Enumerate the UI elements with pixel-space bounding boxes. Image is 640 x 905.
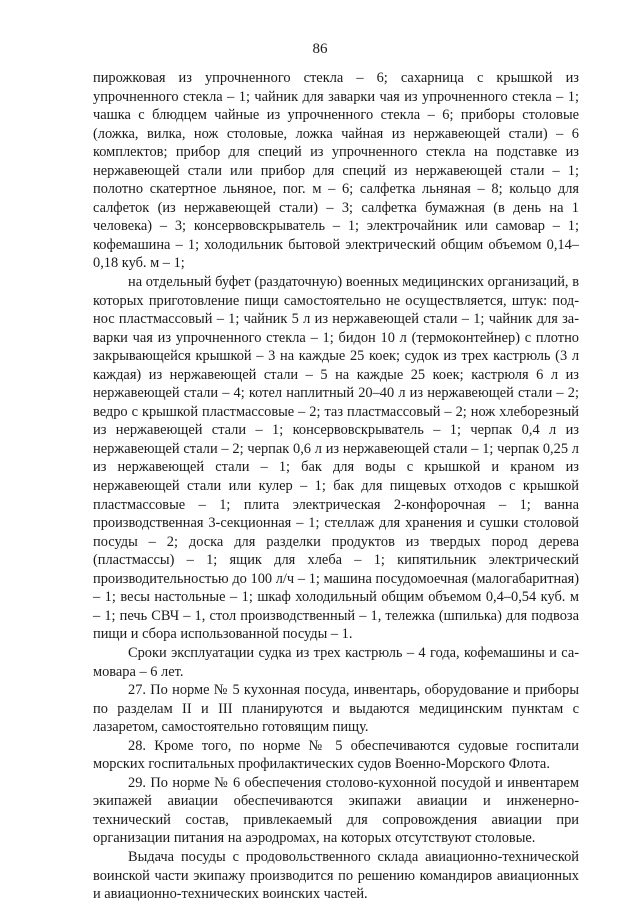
paragraph-tableware-list-continued: пирожковая из упрочненного стекла – 6; сахарница с крышкой из упрочненного стекла – 1; чайник для заварки чая из упрочненного стекла – 1; чашка с блюдцем чайные из упрочненного стекла – 6; приборы столовые (ложка, вилка, нож столовые, ложка чайная из нержавеющей стали) – 6 комплектов; прибор для специй из упрочненного стекла на подставке из нержавеющей стали или прибор для специй из нержавеющей стали – 1; полотно скатертное льняное, пог. м – 6; салфетка льняная – 8; кольцо для салфеток (из нержавеющей стали) – 3; салфетка бумажная (в день на 1 человека) – 3; консервовскрыватель – 1; электрочайник или самовар – 1; кофемашина – 1; холодильник бытовой электрический общим объемом 0,14–0,18 куб. м – 1; [93,70,579,272]
paragraph-service-life: Сроки эксплуатации судка из трех кастрюль – 4 года, кофемашины и самовара – 6 лет. [93,644,579,680]
paragraph-buffet-norm: на отдельный буфет (раздаточную) военных медицинских организаций, в которых приготовление пищи самостоятельно не осуществляется, штук: поднос пластмассовый – 1; чайник 5 л из нержавеющей стали – 1; чайник для заварки чая из упрочненного стекла – 1; бидон 10 л (термоконтейнер) с плотно закрывающейся крышкой – 3 на каждые 25 коек; судок из трех кастрюль (3 л каждая) из нержавеющей стали – 5 на каждые 25 коек; кастрюля 6 л из нержавеющей стали – 4; котел наплитный 20–40 л из нержавеющей стали – 2; ведро с крышкой пластмассовые – 2; таз пластмассовый – 2; нож хлеборезный из нержавеющей стали – 1; консервовскрыватель – 1; черпак 0,4 л из нержавеющей стали – 2; черпак 0,6 л из нержавеющей стали – 1; черпак 0,25 л из нержавеющей стали – 1; бак для воды с крышкой и краном из нержавеющей стали или кулер – 1; бак для пищевых отходов с крышкой пластмассовые – 1; плита электрическая 2-конфорочная – 1; ванна производственная 3-секционная – 1; стеллаж для хранения и сушки столовой посуды – 2; доска для разделки продуктов из твердых пород дерева (пластмассы) – 1; ящик для хлеба – 1; кипятильник электрический производительностью до 100 л/ч – 1; машина посудомоечная (малогабаритная) – 1; весы настольные – 1; шкаф холодильный общим объемом 0,4–0,54 куб. м – 1; печь СВЧ – 1, стол производственный – 1, тележка (шпилька) для подвоза пищи и сбора использованной посуды – 1. [93,274,579,643]
paragraph-item-29: 29. По норме № 6 обеспечения столово-кухонной посудой и инвентарем экипажей авиации обеспечиваются экипажи авиации и инженерно-технический состав, привлекаемый для сопровождения авиации при организации питания на аэродромах, на которых отсутствуют столовые. [93,774,579,847]
paragraph-issuance: Выдача посуды с продовольственного склада авиационно-технической воинской части экипажу производится по решению командиров авиационных и авиационно-технических воинских частей. [93,848,579,903]
paragraph-item-27: 27. По норме № 5 кухонная посуда, инвентарь, оборудование и приборы по разделам II и III планируются и выдаются медицинским пунктам с лазаретом, самостоятельно готовящим пищу. [93,682,579,736]
paragraph-item-28: 28. Кроме того, по норме № 5 обеспечиваются судовые госпитали морских госпитальных профилактических судов Военно-Морского Флота. [93,737,579,773]
document-body [93,69,579,904]
page-number: 86 [312,41,328,57]
